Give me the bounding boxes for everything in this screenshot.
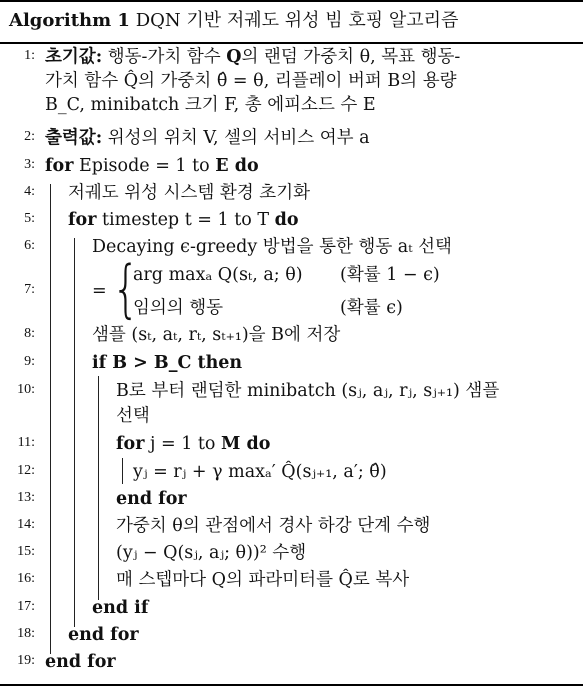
- keyword: end for: [116, 489, 187, 509]
- algorithm-line: [0, 92, 583, 118]
- keyword: for: [45, 156, 74, 176]
- algorithm-line: [0, 513, 583, 539]
- algorithm-line: [0, 540, 583, 566]
- line-text: 샘플 (sₜ, aₜ, rₜ, sₜ₊₁)을 B에 저장: [92, 325, 341, 345]
- algorithm-line: [0, 403, 583, 429]
- line-text: 저궤도 위성 시스템 환경 초기화: [68, 183, 311, 203]
- case-expression: arg maxₐ Q(sₜ, a; θ): [133, 265, 303, 285]
- line-number: 6:: [24, 238, 35, 253]
- equals-sign: =: [92, 281, 107, 301]
- line-number: 14:: [17, 517, 35, 532]
- algorithm-line: [0, 622, 583, 648]
- algorithm-line: [0, 44, 583, 70]
- line-text: B > B_C: [106, 353, 198, 373]
- line-text: (yⱼ − Q(sⱼ, aⱼ; θ))² 수행: [116, 543, 307, 563]
- algorithm-line: [0, 486, 583, 512]
- line-text: 의 랜덤 가중치 θ, 목표 행동-: [241, 47, 461, 67]
- algorithm-line: [0, 125, 583, 151]
- keyword: for: [68, 210, 97, 230]
- line-text: Decaying ϵ-greedy 방법을 통한 행동 aₜ 선택: [92, 237, 452, 257]
- line-text: 가중치 θ의 관점에서 경사 하강 단계 수행: [116, 516, 431, 536]
- line-text: timestep t = 1 to T: [96, 210, 275, 230]
- case-probability: (확률 ϵ): [340, 298, 403, 318]
- line-number: 5:: [24, 211, 35, 226]
- algorithm-line: [0, 567, 583, 593]
- line-number: 1:: [24, 48, 35, 63]
- keyword: end for: [45, 652, 116, 672]
- top-rule: [0, 0, 583, 2]
- line-number: 12:: [17, 463, 35, 478]
- line-number: 4:: [24, 184, 35, 199]
- algorithm-line: [0, 378, 583, 404]
- line-number: 17:: [17, 599, 35, 614]
- line-text: 행동-가치 함수: [102, 47, 227, 67]
- algorithm-line: [0, 350, 583, 376]
- algorithm-line: [0, 234, 583, 260]
- line-text: 매 스텝마다 Q의 파라미터를 Q̂로 복사: [116, 570, 410, 590]
- line-text: 위성의 위치 V, 셀의 서비스 여부 a: [102, 128, 370, 148]
- line-text: 선택: [116, 406, 150, 426]
- line-text: B_C, minibatch 크기 F, 총 에피소드 수 E: [45, 95, 376, 115]
- line-number: 15:: [17, 544, 35, 559]
- algorithm-line: [0, 649, 583, 675]
- algorithm-label: Algorithm 1: [9, 10, 130, 31]
- algorithm-line: [0, 153, 583, 179]
- algorithm-line: [0, 68, 583, 94]
- line-number: 13:: [17, 490, 35, 505]
- algorithm-line: [0, 595, 583, 621]
- line-number: 10:: [17, 382, 35, 397]
- keyword: then: [197, 353, 243, 373]
- algorithm-line: [0, 431, 583, 457]
- line-number: 16:: [17, 571, 35, 586]
- bottom-rule: [0, 684, 583, 686]
- line-text: yⱼ = rⱼ + γ maxₐ′ Q̂(sⱼ₊₁, a′; θ̂): [133, 462, 387, 482]
- line-text: 가치 함수 Q̂의 가중치 θ̂ = θ, 리플레이 버퍼 B의 용량: [45, 71, 457, 91]
- line-text: B로 부터 랜덤한 minibatch (sⱼ, aⱼ, rⱼ, sⱼ₊₁) 샘플: [116, 381, 500, 401]
- case-probability: (확률 1 − ϵ): [340, 265, 440, 285]
- line-number: 9:: [24, 354, 35, 369]
- symbol: Q: [226, 47, 242, 67]
- algorithm-title: [9, 6, 458, 32]
- line-number: 8:: [24, 326, 35, 341]
- line-number: 7:: [24, 282, 35, 297]
- line-number: 2:: [24, 129, 35, 144]
- algorithm-line: [0, 207, 583, 233]
- keyword: end for: [68, 625, 139, 645]
- keyword: end if: [92, 598, 149, 618]
- keyword: for: [116, 434, 145, 454]
- line-number: 11:: [17, 435, 35, 450]
- line-number: 18:: [17, 626, 35, 641]
- line-text: Episode = 1 to: [73, 156, 216, 176]
- line-number: 3:: [24, 157, 35, 172]
- algorithm-title-text: DQN 기반 저궤도 위성 빔 호핑 알고리즘: [135, 10, 459, 31]
- symbol: E: [215, 156, 229, 176]
- keyword: if: [92, 353, 107, 373]
- case-brace: {: [112, 252, 140, 325]
- keyword: do: [228, 156, 259, 176]
- keyword: M do: [221, 434, 271, 454]
- line-number: 19:: [17, 653, 35, 668]
- algorithm-line: [0, 459, 583, 485]
- keyword: do: [274, 210, 299, 230]
- line-text: j = 1 to: [144, 434, 222, 454]
- algorithm-line: [0, 180, 583, 206]
- case-expression: 임의의 행동: [133, 298, 224, 318]
- keyword: 출력값:: [45, 128, 103, 148]
- keyword: 초기값:: [45, 47, 103, 67]
- algorithm-line: [0, 322, 583, 348]
